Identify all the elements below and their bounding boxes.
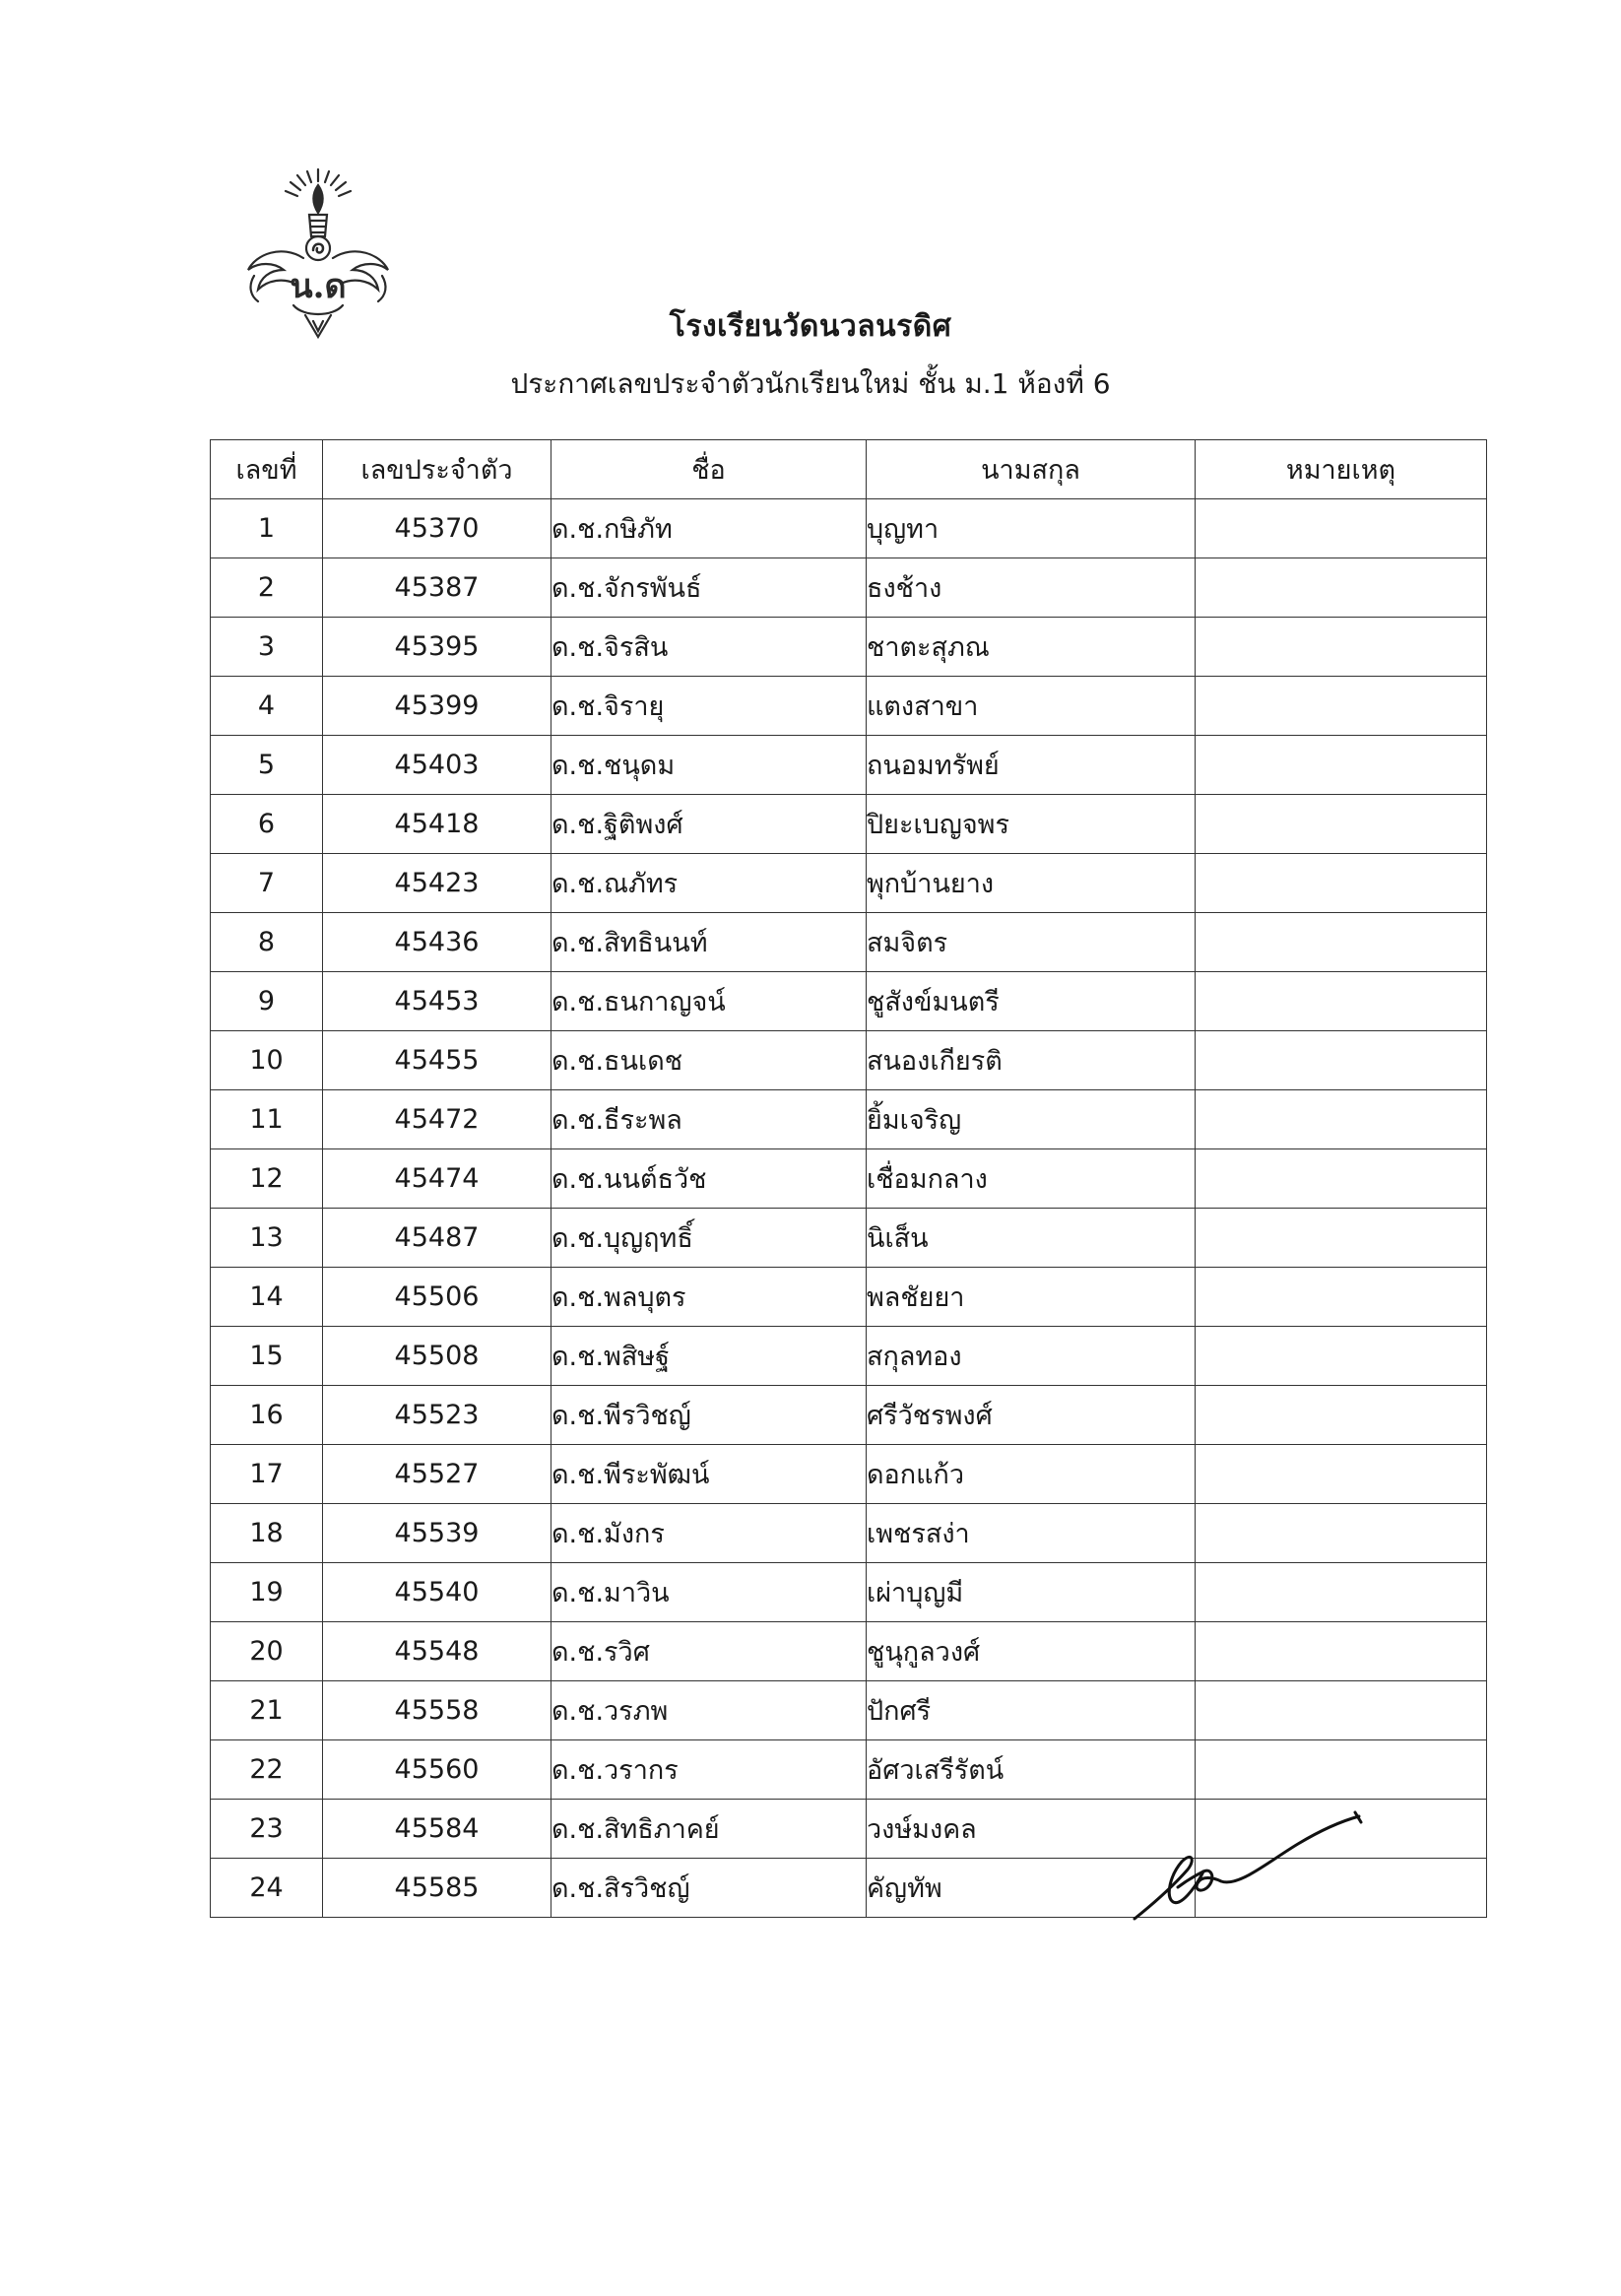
remarks-cell: [1196, 499, 1487, 558]
remarks-cell: [1196, 1386, 1487, 1445]
last-name-cell: ปักศรี: [867, 1681, 1196, 1740]
first-name-cell: ด.ช.มาวิน: [551, 1563, 867, 1622]
table-row: [211, 913, 1487, 972]
remarks-cell: [1196, 1504, 1487, 1563]
last-name-cell: ชาตะสุภณ: [867, 618, 1196, 677]
student-id-cell: 45395: [323, 618, 551, 677]
student-id-cell: 45506: [323, 1268, 551, 1327]
column-header-student-id: เลขประจำตัว: [323, 440, 551, 499]
row-number-cell: 18: [211, 1504, 323, 1563]
remarks-cell: [1196, 913, 1487, 972]
row-number-cell: 4: [211, 677, 323, 736]
column-header-last-name: นามสกุล: [867, 440, 1196, 499]
table-row: [211, 972, 1487, 1031]
last-name-cell: ชูนุกูลวงศ์: [867, 1622, 1196, 1681]
announcement-subtitle: ประกาศเลขประจำตัวนักเรียนใหม่ ชั้น ม.1 ห้องที่ 6: [510, 367, 1111, 400]
last-name-cell: อัศวเสรีรัตน์: [867, 1740, 1196, 1800]
last-name-cell: พลชัยยา: [867, 1268, 1196, 1327]
row-number-cell: 23: [211, 1800, 323, 1859]
student-id-cell: 45403: [323, 736, 551, 795]
remarks-cell: [1196, 1327, 1487, 1386]
table-row: [211, 1622, 1487, 1681]
table-row: [211, 854, 1487, 913]
table-row: [211, 1268, 1487, 1327]
row-number-cell: 16: [211, 1386, 323, 1445]
table-body: [211, 499, 1487, 1918]
last-name-cell: สนองเกียรติ: [867, 1031, 1196, 1090]
last-name-cell: ถนอมทรัพย์: [867, 736, 1196, 795]
first-name-cell: ด.ช.พสิษฐ์: [551, 1327, 867, 1386]
row-number-cell: 9: [211, 972, 323, 1031]
last-name-cell: สกุลทอง: [867, 1327, 1196, 1386]
row-number-cell: 12: [211, 1149, 323, 1209]
first-name-cell: ด.ช.ฐิติพงศ์: [551, 795, 867, 854]
student-id-cell: 45387: [323, 558, 551, 618]
first-name-cell: ด.ช.ชนุดม: [551, 736, 867, 795]
first-name-cell: ด.ช.สิรวิชญ์: [551, 1859, 867, 1918]
row-number-cell: 5: [211, 736, 323, 795]
student-id-cell: 45423: [323, 854, 551, 913]
last-name-cell: ธงช้าง: [867, 558, 1196, 618]
last-name-cell: แตงสาขา: [867, 677, 1196, 736]
table-row: [211, 1504, 1487, 1563]
last-name-cell: สมจิตร: [867, 913, 1196, 972]
first-name-cell: ด.ช.มังกร: [551, 1504, 867, 1563]
table-row: [211, 736, 1487, 795]
remarks-cell: [1196, 1090, 1487, 1149]
table-row: [211, 1681, 1487, 1740]
row-number-cell: 1: [211, 499, 323, 558]
row-number-cell: 13: [211, 1209, 323, 1268]
last-name-cell: พุกบ้านยาง: [867, 854, 1196, 913]
remarks-cell: [1196, 1445, 1487, 1504]
table-row: [211, 1031, 1487, 1090]
student-id-cell: 45455: [323, 1031, 551, 1090]
table-row: [211, 558, 1487, 618]
last-name-cell: ดอกแก้ว: [867, 1445, 1196, 1504]
student-id-cell: 45523: [323, 1386, 551, 1445]
last-name-cell: คัญทัพ: [867, 1859, 1196, 1918]
row-number-cell: 15: [211, 1327, 323, 1386]
student-id-cell: 45436: [323, 913, 551, 972]
first-name-cell: ด.ช.นนต์ธวัช: [551, 1149, 867, 1209]
first-name-cell: ด.ช.ณภัทร: [551, 854, 867, 913]
remarks-cell: [1196, 1740, 1487, 1800]
table-row: [211, 795, 1487, 854]
student-id-cell: 45527: [323, 1445, 551, 1504]
column-header-number: เลขที่: [211, 440, 323, 499]
student-id-cell: 45548: [323, 1622, 551, 1681]
row-number-cell: 17: [211, 1445, 323, 1504]
table-row: [211, 1149, 1487, 1209]
table-row: [211, 1740, 1487, 1800]
last-name-cell: เพชรสง่า: [867, 1504, 1196, 1563]
remarks-cell: [1196, 736, 1487, 795]
first-name-cell: ด.ช.ธนกาญจน์: [551, 972, 867, 1031]
first-name-cell: ด.ช.วรภพ: [551, 1681, 867, 1740]
row-number-cell: 19: [211, 1563, 323, 1622]
remarks-cell: [1196, 558, 1487, 618]
student-id-cell: 45584: [323, 1800, 551, 1859]
first-name-cell: ด.ช.ธีระพล: [551, 1090, 867, 1149]
row-number-cell: 3: [211, 618, 323, 677]
remarks-cell: [1196, 1209, 1487, 1268]
student-id-cell: 45474: [323, 1149, 551, 1209]
student-id-cell: 45558: [323, 1681, 551, 1740]
student-id-cell: 45585: [323, 1859, 551, 1918]
first-name-cell: ด.ช.พีรวิชญ์: [551, 1386, 867, 1445]
table-header-row: [211, 440, 1487, 499]
row-number-cell: 21: [211, 1681, 323, 1740]
table-row: [211, 677, 1487, 736]
remarks-cell: [1196, 1031, 1487, 1090]
remarks-cell: [1196, 854, 1487, 913]
remarks-cell: [1196, 1681, 1487, 1740]
first-name-cell: ด.ช.กษิภัท: [551, 499, 867, 558]
student-id-cell: 45418: [323, 795, 551, 854]
remarks-cell: [1196, 677, 1487, 736]
first-name-cell: ด.ช.จักรพันธ์: [551, 558, 867, 618]
student-id-cell: 45540: [323, 1563, 551, 1622]
row-number-cell: 14: [211, 1268, 323, 1327]
remarks-cell: [1196, 1622, 1487, 1681]
table-row: [211, 1090, 1487, 1149]
first-name-cell: ด.ช.รวิศ: [551, 1622, 867, 1681]
last-name-cell: ยิ้มเจริญ: [867, 1090, 1196, 1149]
table-row: [211, 1209, 1487, 1268]
first-name-cell: ด.ช.สิทธิภาคย์: [551, 1800, 867, 1859]
row-number-cell: 20: [211, 1622, 323, 1681]
student-id-cell: 45560: [323, 1740, 551, 1800]
student-id-cell: 45399: [323, 677, 551, 736]
table-row: [211, 1445, 1487, 1504]
table-row: [211, 1386, 1487, 1445]
remarks-cell: [1196, 972, 1487, 1031]
remarks-cell: [1196, 795, 1487, 854]
last-name-cell: ปิยะเบญจพร: [867, 795, 1196, 854]
table-row: [211, 499, 1487, 558]
last-name-cell: ศรีวัชรพงศ์: [867, 1386, 1196, 1445]
first-name-cell: ด.ช.บุญฤทธิ์: [551, 1209, 867, 1268]
row-number-cell: 10: [211, 1031, 323, 1090]
row-number-cell: 8: [211, 913, 323, 972]
column-header-first-name: ชื่อ: [551, 440, 867, 499]
row-number-cell: 22: [211, 1740, 323, 1800]
remarks-cell: [1196, 1149, 1487, 1209]
signature-icon: [1131, 1793, 1367, 1931]
row-number-cell: 11: [211, 1090, 323, 1149]
student-id-cell: 45453: [323, 972, 551, 1031]
page-title: โรงเรียนวัดนวลนรดิศ: [669, 309, 952, 344]
student-id-cell: 45487: [323, 1209, 551, 1268]
remarks-cell: [1196, 1268, 1487, 1327]
first-name-cell: ด.ช.สิทธินนท์: [551, 913, 867, 972]
row-number-cell: 6: [211, 795, 323, 854]
first-name-cell: ด.ช.จิรายุ: [551, 677, 867, 736]
first-name-cell: ด.ช.พีระพัฒน์: [551, 1445, 867, 1504]
last-name-cell: บุญทา: [867, 499, 1196, 558]
last-name-cell: วงษ์มงคล: [867, 1800, 1196, 1859]
first-name-cell: ด.ช.จิรสิน: [551, 618, 867, 677]
last-name-cell: เชื่อมกลาง: [867, 1149, 1196, 1209]
signature: [1131, 1793, 1367, 1931]
student-roster-table: [210, 439, 1487, 1918]
last-name-cell: นิเส็น: [867, 1209, 1196, 1268]
first-name-cell: ด.ช.พลบุตร: [551, 1268, 867, 1327]
row-number-cell: 7: [211, 854, 323, 913]
row-number-cell: 2: [211, 558, 323, 618]
student-id-cell: 45370: [323, 499, 551, 558]
student-id-cell: 45539: [323, 1504, 551, 1563]
remarks-cell: [1196, 618, 1487, 677]
table-row: [211, 618, 1487, 677]
table-row: [211, 1327, 1487, 1386]
logo-lettering: น.ด: [290, 267, 347, 306]
column-header-remarks: หมายเหตุ: [1196, 440, 1487, 499]
remarks-cell: [1196, 1563, 1487, 1622]
first-name-cell: ด.ช.วรากร: [551, 1740, 867, 1800]
student-id-cell: 45508: [323, 1327, 551, 1386]
last-name-cell: เผ่าบุญมี: [867, 1563, 1196, 1622]
first-name-cell: ด.ช.ธนเดช: [551, 1031, 867, 1090]
last-name-cell: ชูสังข์มนตรี: [867, 972, 1196, 1031]
table-row: [211, 1563, 1487, 1622]
row-number-cell: 24: [211, 1859, 323, 1918]
student-id-cell: 45472: [323, 1090, 551, 1149]
